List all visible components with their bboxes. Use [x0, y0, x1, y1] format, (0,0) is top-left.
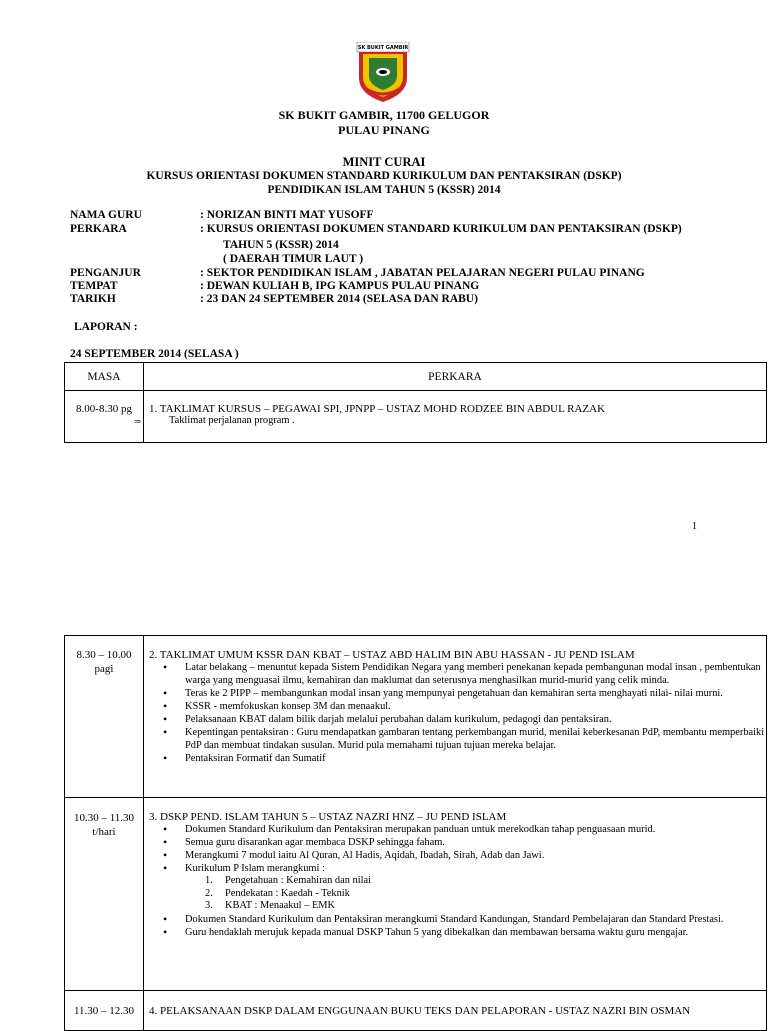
row2-title: 2. TAKLIMAT UMUM KSSR DAN KBAT – USTAZ ABD HALIM BIN ABU HASSAN - JU PEND ISLAM	[149, 649, 635, 661]
table-row	[65, 636, 767, 798]
logo-text: SK BUKIT GAMBIR	[357, 45, 409, 51]
row2-perkara-cell	[144, 636, 767, 798]
row3-sublist	[205, 875, 766, 913]
list-item	[205, 900, 766, 913]
list-item: • Dokumen Standard Kurikulum dan Pentaksiran merupakan panduan untuk merekodkan tahap penguasaan murid.	[185, 823, 766, 836]
row1-detail: Taklimat perjalanan program .	[169, 415, 295, 426]
schedule-table-1	[64, 362, 767, 443]
sub-text: KBAT : Menaakul – EMK	[225, 900, 336, 911]
list-item: • Teras ke 2 PIPP – membangunkan modal insan yang mempunyai pengetahuan dan kemahiran serta menghayati nilai- nilai murni.	[185, 687, 766, 700]
header-perkara: PERKARA	[144, 363, 767, 391]
list-item: • KSSR - memfokuskan konsep 3M dan menaakul.	[185, 700, 766, 713]
row3-list-b	[149, 913, 766, 939]
sub-text: Pengetahuan : Kemahiran dan nilai	[225, 875, 371, 886]
list-item: • Kepentingan pentaksiran : Guru mendapatkan gambaran tentang perkembangan murid, menilai keberkesanan PdP, membantu memperbaiki PdP dan membuat tindakan susulan. Murid pula memahami tujuan tujuan mereka belajar.	[185, 726, 766, 752]
list-item: • Semua guru disarankan agar membaca DSKP sehingga faham.	[185, 836, 766, 849]
row3-masa-cell	[65, 798, 144, 991]
row4-perkara-cell	[144, 991, 767, 1031]
list-item: • Pentaksiran Formatif dan Sumatif	[185, 752, 766, 765]
penganjur-label: PENGANJUR	[70, 267, 141, 279]
sub-num: 3.	[205, 900, 213, 911]
list-item: • Kurikulum P Islam merangkumi :	[185, 862, 766, 875]
list-item: • Dokumen Standard Kurikulum dan Pentaksiran merangkumi Standard Kandungan, Standard Pembelajaran dan Standard Prestasi.	[185, 913, 766, 926]
tempat-value: : DEWAN KULIAH B, IPG KAMPUS PULAU PINANG	[200, 280, 480, 292]
row2-masa-1: 8.30 – 10.00	[76, 649, 132, 661]
list-item: • Pelaksanaan KBAT dalam bilik darjah melalui perubahan dalam kurikulum, pedagogi dan pentaksiran.	[185, 713, 766, 726]
list-item: • Guru hendaklah merujuk kepada manual DSKP Tahun 5 yang dibekalkan dan membawan bersama waktu guru mengajar.	[185, 926, 766, 939]
perkara-value-1: : KURSUS ORIENTASI DOKUMEN STANDARD KURIKULUM DAN PENTAKSIRAN (DSKP)	[200, 223, 682, 235]
list-item: • Latar belakang – menuntut kepada Sistem Pendidikan Negara yang memberi penekanan kepada pembangunan modal insan , pembentukan warga yang menguasai ilmu, kemahiran dan maklumat dan seterusnya menghasilkan murid-murid yang celik minda.	[185, 661, 766, 687]
list-item	[205, 888, 766, 901]
nama-value: : NORIZAN BINTI MAT YUSOFF	[200, 209, 374, 221]
row3-list-a	[149, 823, 766, 875]
tarikh-label: TARIKH	[70, 293, 116, 305]
table-row	[65, 991, 767, 1031]
laporan-label: LAPORAN :	[74, 321, 138, 333]
table-row	[65, 798, 767, 991]
row1-title: 1. TAKLIMAT KURSUS – PEGAWAI SPI, JPNPP – USTAZ MOHD RODZEE BIN ABDUL RAZAK	[149, 403, 606, 415]
row4-title: 4. PELAKSANAAN DSKP DALAM ENGGUNAAN BUKU TEKS DAN PELAPORAN - USTAZ NAZRI BIN OSMAN	[149, 1005, 691, 1017]
row1-masa-cell	[65, 391, 144, 443]
school-logo	[353, 42, 413, 104]
tempat-label: TEMPAT	[70, 280, 118, 292]
row1-masa: 8.00-8.30 pg	[76, 403, 132, 415]
report-date: 24 SEPTEMBER 2014 (SELASA )	[70, 348, 239, 360]
doc-subtitle-1: KURSUS ORIENTASI DOKUMEN STANDARD KURIKULUM DAN PENTAKSIRAN (DSKP)	[146, 170, 622, 182]
table-header-row	[65, 363, 767, 391]
arrow-mark-icon: ⇒	[134, 417, 141, 426]
row3-title: 3. DSKP PEND. ISLAM TAHUN 5 – USTAZ NAZRI HNZ – JU PEND ISLAM	[149, 811, 507, 823]
school-state: PULAU PINANG	[338, 123, 430, 137]
row3-perkara-cell	[144, 798, 767, 991]
row4-masa: 11.30 – 12.30	[65, 991, 144, 1031]
penganjur-value: : SEKTOR PENDIDIKAN ISLAM , JABATAN PELAJARAN NEGERI PULAU PINANG	[200, 267, 645, 279]
table-row	[65, 391, 767, 443]
list-item: • Merangkumi 7 modul iaitu Al Quran, Al Hadis, Aqidah, Ibadah, Sirah, Adab dan Jawi.	[185, 849, 766, 862]
sub-num: 1.	[205, 875, 213, 886]
sub-text: Pendekatan : Kaedah - Teknik	[225, 887, 350, 899]
page-number: 1	[692, 521, 697, 532]
row3-masa-2: t/hari	[92, 826, 116, 838]
doc-title: MINIT CURAI	[342, 155, 426, 169]
row1-perkara-cell	[144, 391, 767, 443]
row2-masa-2: pagi	[94, 663, 114, 675]
nama-label: NAMA GURU	[70, 209, 142, 221]
tarikh-value: : 23 DAN 24 SEPTEMBER 2014 (SELASA DAN RABU)	[200, 293, 478, 305]
perkara-value-2: TAHUN 5 (KSSR) 2014	[223, 239, 339, 251]
header-masa: MASA	[65, 363, 144, 391]
perkara-value-3: ( DAERAH TIMUR LAUT )	[223, 253, 364, 265]
schedule-table-2	[64, 635, 767, 1031]
row3-masa-1: 10.30 – 11.30	[73, 812, 135, 824]
row2-masa-cell	[65, 636, 144, 798]
row2-list	[149, 661, 766, 765]
list-item	[205, 875, 766, 888]
perkara-label: PERKARA	[70, 223, 127, 235]
sub-num: 2.	[205, 887, 213, 899]
school-name: SK BUKIT GAMBIR, 11700 GELUGOR	[278, 108, 490, 122]
doc-subtitle-2: PENDIDIKAN ISLAM TAHUN 5 (KSSR) 2014	[267, 184, 501, 196]
